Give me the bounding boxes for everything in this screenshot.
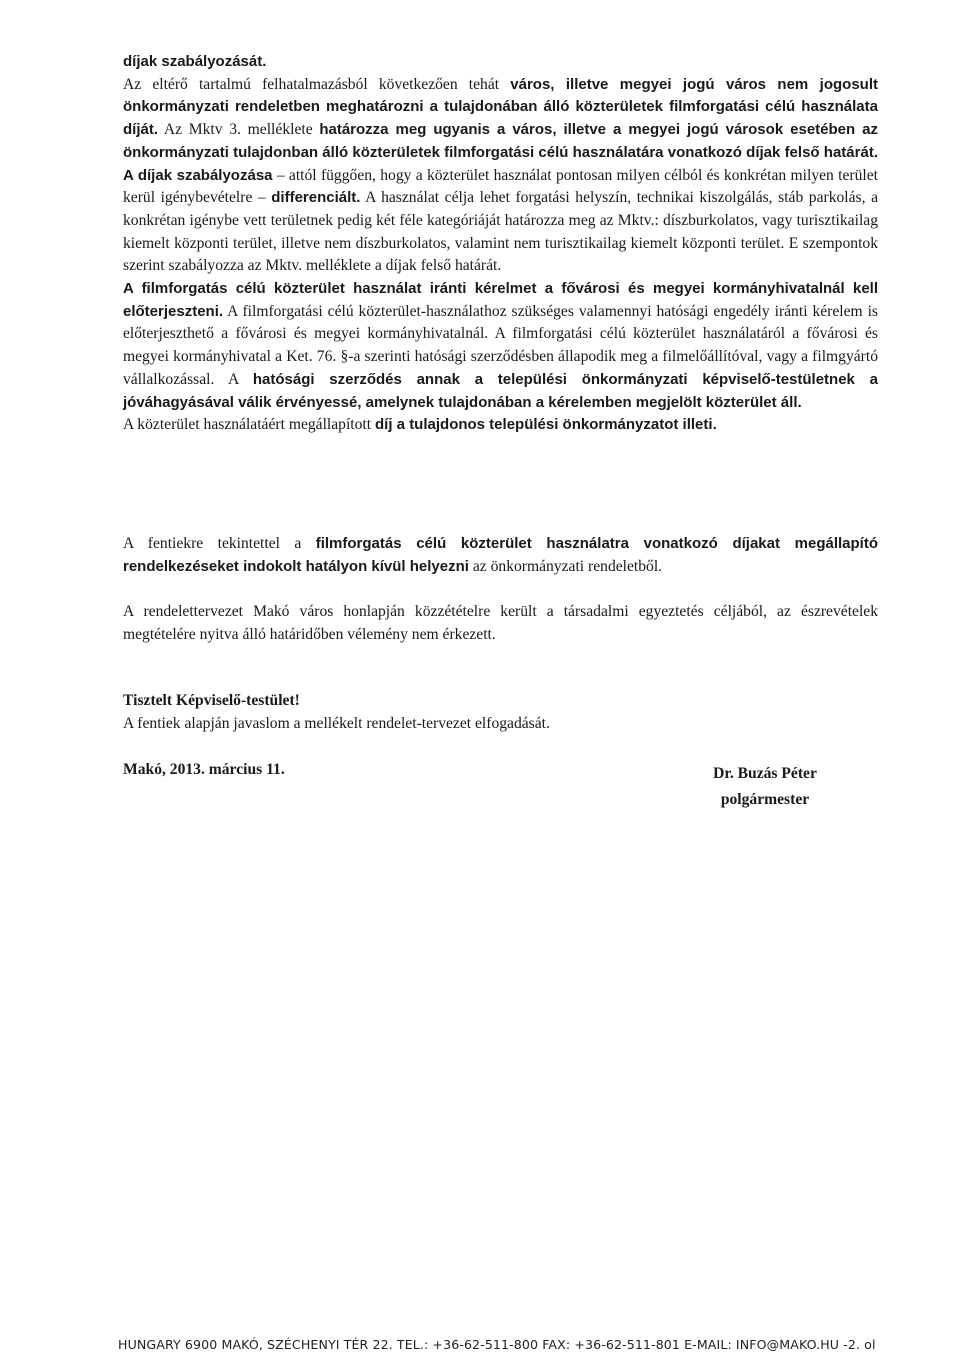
signatory-title: polgármester (720, 791, 810, 808)
page-footer: HUNGARY 6900 MAKÓ, SZÉCHENYI TÉR 22. TEL.: +36-62-511-800 FAX: +36-62-511-801 E-MAIL: INFO@MAKO.HU -2. ol (118, 1337, 876, 1352)
text-fragment: A rendelettervezet Makó város honlapján közzétételre került a társadalmi egyeztetés céljából, az észrevételek megtételére nyitva álló határidőben vélemény nem érkezett. (123, 603, 878, 643)
signatory-name: Dr. Buzás Péter (713, 765, 817, 782)
signature-block (700, 761, 830, 813)
text-fragment: hatósági szerződés annak a települési önkormányzati képviselő-testületnek a jóváhagyásával válik érvényessé, amelynek tulajdonában a kérelemben megjelölt közterület áll. (123, 370, 878, 411)
text-fragment: A fentiekre tekintettel a (123, 535, 302, 552)
body-paragraph-1 (123, 51, 878, 437)
text-fragment: A filmforgatás célú közterület használat iránti kérelmet a fővárosi és megyei kormányhivatalnál kell előterjeszteni. (123, 280, 878, 320)
salutation: Tisztelt Képviselő-testület! (123, 692, 300, 709)
body-paragraph-2 (123, 533, 878, 578)
text-fragment: filmforgatás célú közterület használatra vonatkozó díjakat megállapító rendelkezéseket indokolt hatályon kívül helyezni (123, 535, 879, 575)
text-fragment: A közterület használatáért megállapított (123, 416, 372, 434)
text-fragment: Az eltérő tartalmú felhatalmazásból következően tehát (123, 75, 500, 93)
text-fragment: A filmforgatási célú közterület-használathoz szükséges valamennyi hatósági engedély iránti kérelem is előterjeszthető a fővárosi és megyei kormányhivatalnál. A filmforgatási célú közterület használatáról a fővárosi és megyei kormányhivatal a Ket. 76. §-a szerinti hatósági szerződésben állapodik meg a filmelőállítóval, vagy a filmgyártó vállalkozással. A (123, 302, 878, 388)
date-line: Makó, 2013. március 11. (123, 761, 285, 778)
text-fragment: az önkormányzati rendeletből. (472, 557, 663, 575)
text-fragment: – attól függően, hogy a közterület használat pontosan milyen célból és konkrétan milyen terület kerül igénybevételre – (123, 166, 878, 207)
closing-block (123, 690, 878, 735)
text-fragment: Az Mktv 3. melléklete (163, 121, 313, 139)
proposal-text: A fentiek alapján javaslom a mellékelt rendelet-tervezet elfogadását. (123, 714, 550, 732)
text-fragment: A használat célja lehet forgatási helyszín, technikai kiszolgálás, stáb parkolás, a konkrétan igénybe vett területnek pedig két féle kategóriáját határozza meg az Mktv.: díszburkolatos, vagy turisztikailag kiemelt központi terület, illetve nem díszburkolatos, valamint nem turisztikailag kiemelt központi terület. E szempontok szerint szabályozza az Mktv. melléklete a díjak felső határát. (123, 189, 878, 275)
text-fragment: díj a tulajdonos települési önkormányzatot illeti. (375, 416, 717, 434)
text-fragment: város, illetve megyei jogú város nem jogosult önkormányzati rendeletben meghatározni a tulajdonában álló közterületek filmforgatási célú használata díját. (123, 75, 879, 139)
body-paragraph-3 (123, 601, 878, 646)
text-fragment: határozza meg ugyanis a város, illetve a megyei jogú városok esetében az önkormányzati tulajdonban álló közterületek filmforgatási célú használatára vonatkozó díjak felső határát. (123, 121, 878, 161)
text-fragment: A díjak szabályozása (123, 166, 273, 184)
text-fragment: differenciált. (271, 189, 361, 207)
text-fragment: díjak szabályozását. (123, 53, 267, 70)
